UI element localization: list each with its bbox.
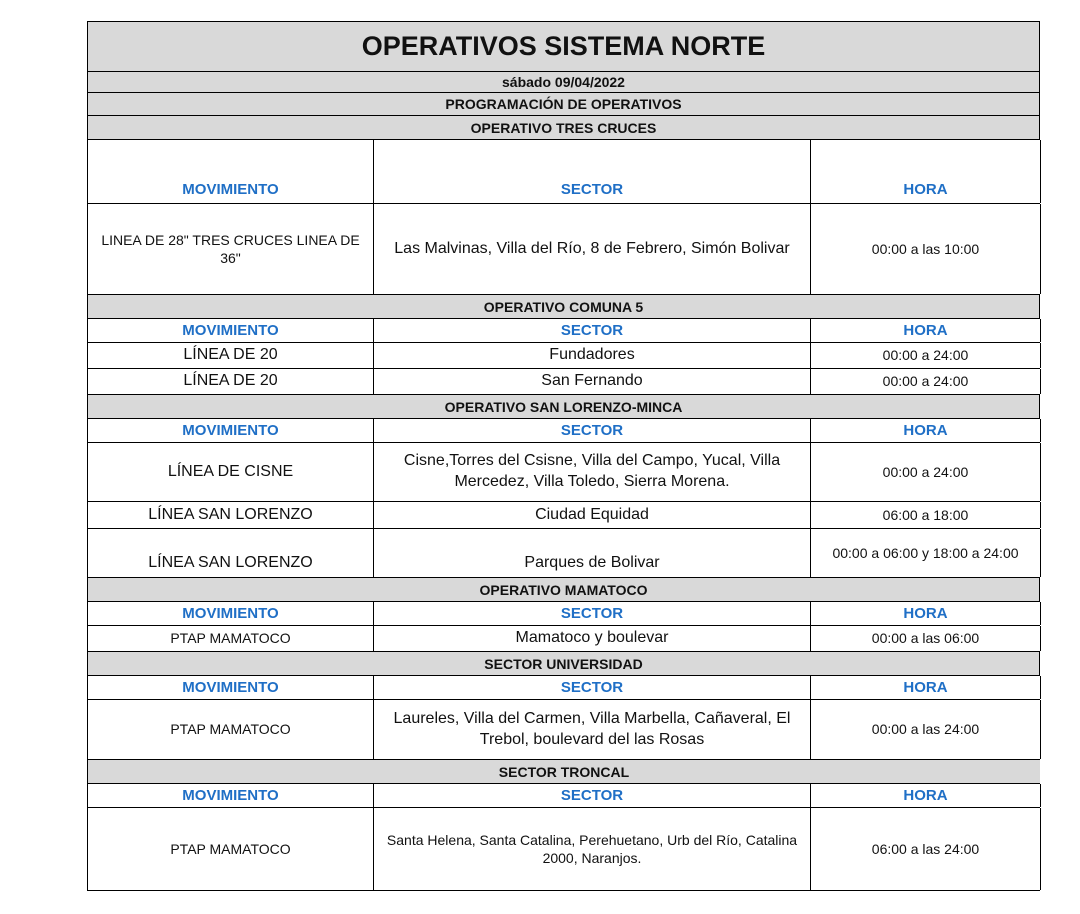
cell-hora: 00:00 a 06:00 y 18:00 a 24:00 bbox=[811, 529, 1041, 577]
header-sector: SECTOR bbox=[374, 784, 811, 807]
column-header-row bbox=[87, 319, 1040, 343]
header-movimiento: MOVIMIENTO bbox=[88, 419, 374, 442]
section-title: OPERATIVO COMUNA 5 bbox=[87, 295, 1040, 319]
cell-movimiento: PTAP MAMATOCO bbox=[88, 700, 374, 759]
cell-sector: Santa Helena, Santa Catalina, Perehuetano, Urb del Río, Catalina 2000, Naranjos. bbox=[374, 808, 811, 890]
header-sector: SECTOR bbox=[374, 419, 811, 442]
cell-sector: Mamatoco y boulevar bbox=[374, 626, 811, 651]
cell-hora: 06:00 a las 24:00 bbox=[811, 808, 1041, 890]
table-row bbox=[87, 502, 1040, 529]
cell-hora: 00:00 a 24:00 bbox=[811, 443, 1041, 501]
header-hora: HORA bbox=[811, 140, 1041, 203]
cell-movimiento: PTAP MAMATOCO bbox=[88, 808, 374, 890]
header-hora: HORA bbox=[811, 419, 1041, 442]
sheet-date: sábado 09/04/2022 bbox=[87, 72, 1040, 93]
programacion-heading: PROGRAMACIÓN DE OPERATIVOS bbox=[87, 93, 1040, 116]
table-row bbox=[87, 626, 1040, 652]
column-header-row bbox=[87, 140, 1040, 204]
table-row bbox=[87, 808, 1040, 891]
header-sector: SECTOR bbox=[374, 319, 811, 342]
header-hora: HORA bbox=[811, 784, 1041, 807]
header-hora: HORA bbox=[811, 602, 1041, 625]
cell-movimiento: LÍNEA SAN LORENZO bbox=[88, 529, 374, 577]
cell-sector: Cisne,Torres del Csisne, Villa del Campo, Yucal, Villa Mercedez, Villa Toledo, Sierra Morena. bbox=[374, 443, 811, 501]
section-title: SECTOR UNIVERSIDAD bbox=[87, 652, 1040, 676]
cell-movimiento: LÍNEA DE 20 bbox=[88, 369, 374, 394]
table-row bbox=[87, 443, 1040, 502]
section-title: OPERATIVO SAN LORENZO-MINCA bbox=[87, 395, 1040, 419]
section-title: OPERATIVO MAMATOCO bbox=[87, 578, 1040, 602]
header-movimiento: MOVIMIENTO bbox=[88, 676, 374, 699]
cell-sector: Las Malvinas, Villa del Río, 8 de Febrero, Simón Bolivar bbox=[374, 204, 811, 294]
cell-hora: 06:00 a 18:00 bbox=[811, 502, 1041, 528]
header-sector: SECTOR bbox=[374, 602, 811, 625]
column-header-row bbox=[87, 784, 1040, 808]
header-movimiento: MOVIMIENTO bbox=[88, 784, 374, 807]
column-header-row bbox=[87, 676, 1040, 700]
cell-movimiento: PTAP MAMATOCO bbox=[88, 626, 374, 651]
cell-movimiento: LÍNEA SAN LORENZO bbox=[88, 502, 374, 528]
header-movimiento: MOVIMIENTO bbox=[88, 319, 374, 342]
table-row bbox=[87, 369, 1040, 395]
header-sector: SECTOR bbox=[374, 676, 811, 699]
column-header-row bbox=[87, 419, 1040, 443]
header-hora: HORA bbox=[811, 319, 1041, 342]
cell-hora: 00:00 a 24:00 bbox=[811, 369, 1041, 394]
section-title: OPERATIVO TRES CRUCES bbox=[87, 116, 1040, 140]
cell-sector: Parques de Bolivar bbox=[374, 529, 811, 577]
cell-hora: 00:00 a las 06:00 bbox=[811, 626, 1041, 651]
section-title: SECTOR TRONCAL bbox=[87, 760, 1040, 784]
table-row bbox=[87, 529, 1040, 578]
cell-sector: San Fernando bbox=[374, 369, 811, 394]
cell-hora: 00:00 a las 10:00 bbox=[811, 204, 1041, 294]
cell-sector: Ciudad Equidad bbox=[374, 502, 811, 528]
cell-hora: 00:00 a 24:00 bbox=[811, 343, 1041, 368]
sheet-title: OPERATIVOS SISTEMA NORTE bbox=[87, 21, 1040, 72]
table-row bbox=[87, 700, 1040, 760]
header-sector: SECTOR bbox=[374, 140, 811, 203]
header-movimiento: MOVIMIENTO bbox=[88, 602, 374, 625]
cell-sector: Laureles, Villa del Carmen, Villa Marbella, Cañaveral, El Trebol, boulevard del las Rosas bbox=[374, 700, 811, 759]
cell-hora: 00:00 a las 24:00 bbox=[811, 700, 1041, 759]
header-movimiento: MOVIMIENTO bbox=[88, 140, 374, 203]
cell-movimiento: LÍNEA DE CISNE bbox=[88, 443, 374, 501]
table-row bbox=[87, 343, 1040, 369]
cell-movimiento: LÍNEA DE 20 bbox=[88, 343, 374, 368]
column-header-row bbox=[87, 602, 1040, 626]
header-hora: HORA bbox=[811, 676, 1041, 699]
cell-sector: Fundadores bbox=[374, 343, 811, 368]
table-row bbox=[87, 204, 1040, 295]
cell-movimiento: LINEA DE 28" TRES CRUCES LINEA DE 36" bbox=[88, 204, 374, 294]
